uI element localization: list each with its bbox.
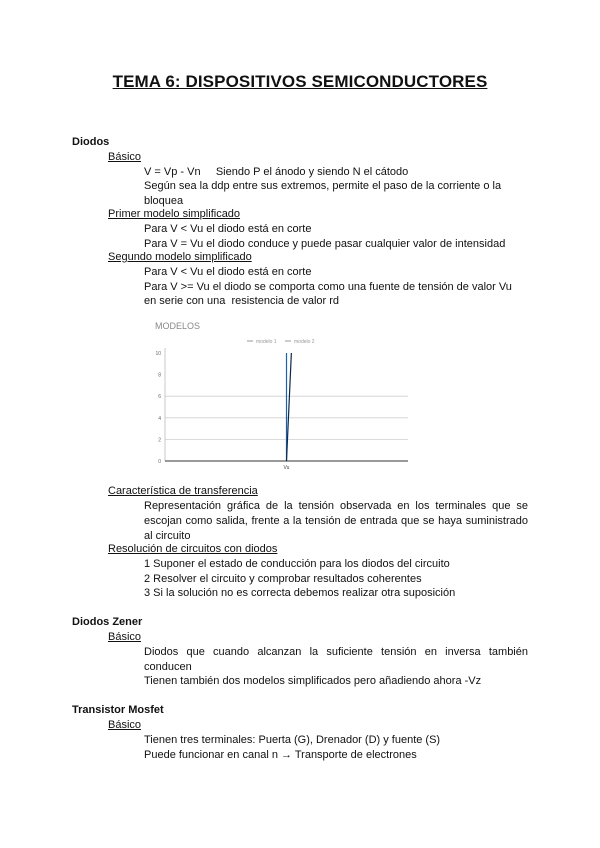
primer-modelo-line2: Para V = Vu el diodo conduce y puede pasar cualquier valor de intensidad xyxy=(144,238,506,250)
segundo-modelo-heading: Segundo modelo simplificado xyxy=(108,251,252,263)
legend-label: modelo 1 xyxy=(256,339,277,345)
resolucion-step2: 2 Resolver el circuito y comprobar resultados coherentes xyxy=(144,573,422,585)
caracteristica-text: Representación gráfica de la tensión observada en los terminales que se escojan como salida, frente a la tensión de entrada que se haya suministrado al circuito xyxy=(144,500,528,542)
page-title: TEMA 6: DISPOSITIVOS SEMICONDUCTORES xyxy=(112,72,488,91)
primer-modelo-line1: Para V < Vu el diodo está en corte xyxy=(144,223,312,235)
mosfet-line2: Puede funcionar en canal n → Transporte de electrones xyxy=(144,749,417,761)
section-mosfet-heading: Transistor Mosfet xyxy=(72,704,164,716)
y-tick-label: 0 xyxy=(158,459,161,465)
y-tick-label: 4 xyxy=(158,415,161,422)
diodos-basico-heading: Básico xyxy=(108,151,142,163)
caracteristica-heading: Característica de transferencia xyxy=(108,485,258,497)
section-zener-heading: Diodos Zener xyxy=(72,616,143,628)
chart-svg xyxy=(150,318,420,478)
mosfet-line1: Tienen tres terminales: Puerta (G), Drenador (D) y fuente (S) xyxy=(144,734,441,746)
modelos-chart xyxy=(150,318,420,478)
resolucion-heading: Resolución de circuitos con diodos xyxy=(108,543,278,555)
diodos-basico-line3: bloquea xyxy=(144,195,184,207)
segundo-modelo-line1: Para V < Vu el diodo está en corte xyxy=(144,266,312,278)
section-diodos-heading: Diodos xyxy=(72,136,110,148)
y-tick-label: 10 xyxy=(155,351,161,357)
segundo-modelo-line2: Para V >= Vu el diodo se comporta como una fuente de tensión de valor Vu xyxy=(144,281,512,293)
zener-basico-heading: Básico xyxy=(108,631,142,643)
zener-text2: Tienen también dos modelos simplificados pero añadiendo ahora -Vz xyxy=(144,675,482,687)
diodos-basico-line1: V = Vp - Vn Siendo P el ánodo y siendo N el cátodo xyxy=(144,166,409,178)
chart-title: MODELOS xyxy=(155,321,201,331)
x-tick-label: Vu xyxy=(283,465,290,471)
segundo-modelo-line3: en serie con una resistencia de valor rd xyxy=(144,295,340,307)
series-line-2 xyxy=(287,353,292,461)
legend-label: modelo 2 xyxy=(294,339,315,345)
resolucion-step3: 3 Si la solución no es correcta debemos realizar otra suposición xyxy=(144,587,456,599)
mosfet-basico-heading: Básico xyxy=(108,719,142,731)
zener-text1: Diodos que cuando alcanzan la suficiente tensión en inversa también conducen xyxy=(144,646,528,673)
resolucion-step1: 1 Suponer el estado de conducción para los diodos del circuito xyxy=(144,558,450,570)
primer-modelo-heading: Primer modelo simplificado xyxy=(108,208,241,220)
y-tick-label: 6 xyxy=(158,394,161,401)
diodos-basico-line2: Según sea la ddp entre sus extremos, permite el paso de la corriente o la xyxy=(144,180,502,192)
y-tick-label: 8 xyxy=(158,372,161,379)
y-tick-label: 2 xyxy=(158,437,161,444)
